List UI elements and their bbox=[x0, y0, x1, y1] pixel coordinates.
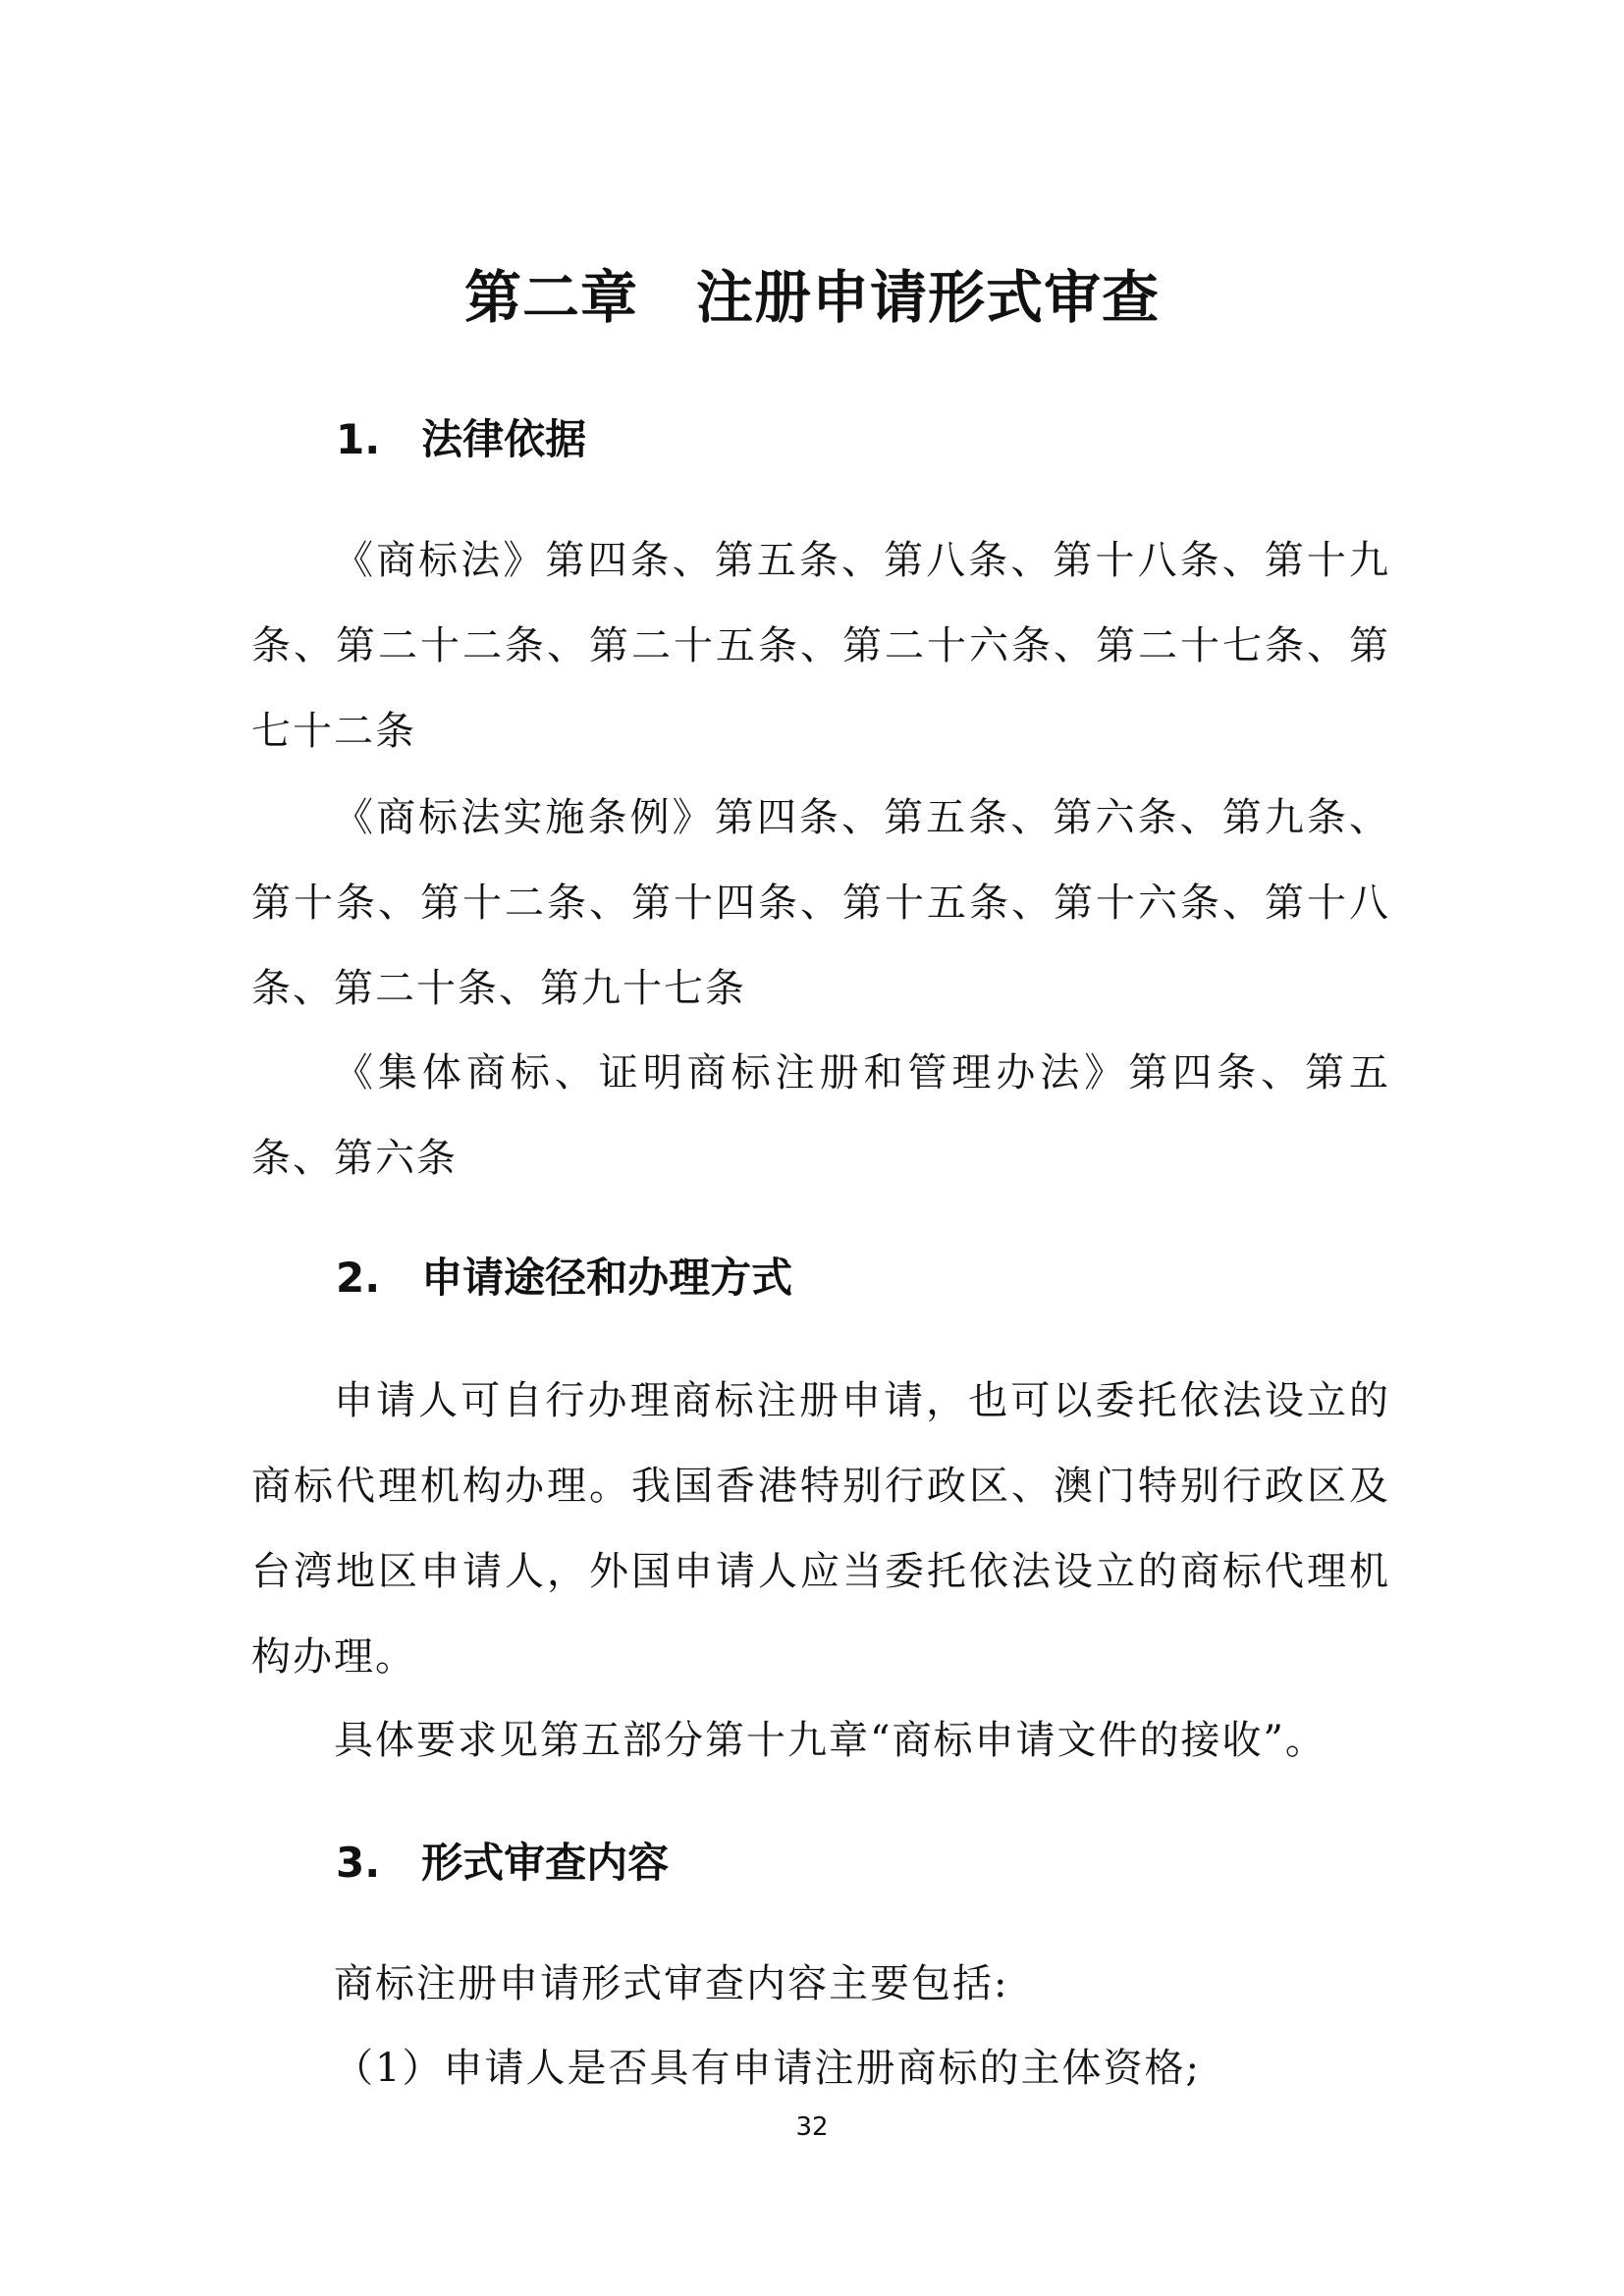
paragraph-trademark-law: 《商标法》第四条、第五条、第八条、第十八条、第十九条、第二十二条、第二十五条、第二十六条、第二十七条、第七十二条 bbox=[251, 538, 1390, 754]
paragraph-implementing-regulations: 《商标法实施条例》第四条、第五条、第六条、第九条、第十条、第十二条、第十四条、第十五条、第十六条、第十八条、第二十条、第九十七条 bbox=[251, 795, 1390, 1011]
section-heading-application-channels: 2. 申请途径和办理方式 bbox=[336, 1254, 793, 1302]
chapter-title: 第二章 注册申请形式审查 bbox=[463, 264, 1160, 331]
paragraph-examination-scope: 商标注册申请形式审查内容主要包括: bbox=[334, 1961, 1009, 2006]
list-item-applicant-qualification: （1）申请人是否具有申请注册商标的主体资格; bbox=[334, 2046, 1201, 2091]
paragraph-specific-requirements: 具体要求见第五部分第十九章“商标申请文件的接收”。 bbox=[334, 1718, 1326, 1763]
paragraph-collective-marks-measures: 《集体商标、证明商标注册和管理办法》第四条、第五条、第六条 bbox=[251, 1050, 1390, 1181]
section-heading-formal-examination: 3. 形式审查内容 bbox=[336, 1839, 670, 1887]
section-heading-legal-basis: 1. 法律依据 bbox=[336, 415, 587, 463]
paragraph-application-agents: 申请人可自行办理商标注册申请，也可以委托依法设立的商标代理机构办理。我国香港特别行政区、澳门特别行政区及台湾地区申请人，外国申请人应当委托依法设立的商标代理机构办理。 bbox=[251, 1378, 1390, 1680]
page-number: 32 bbox=[795, 2112, 829, 2142]
